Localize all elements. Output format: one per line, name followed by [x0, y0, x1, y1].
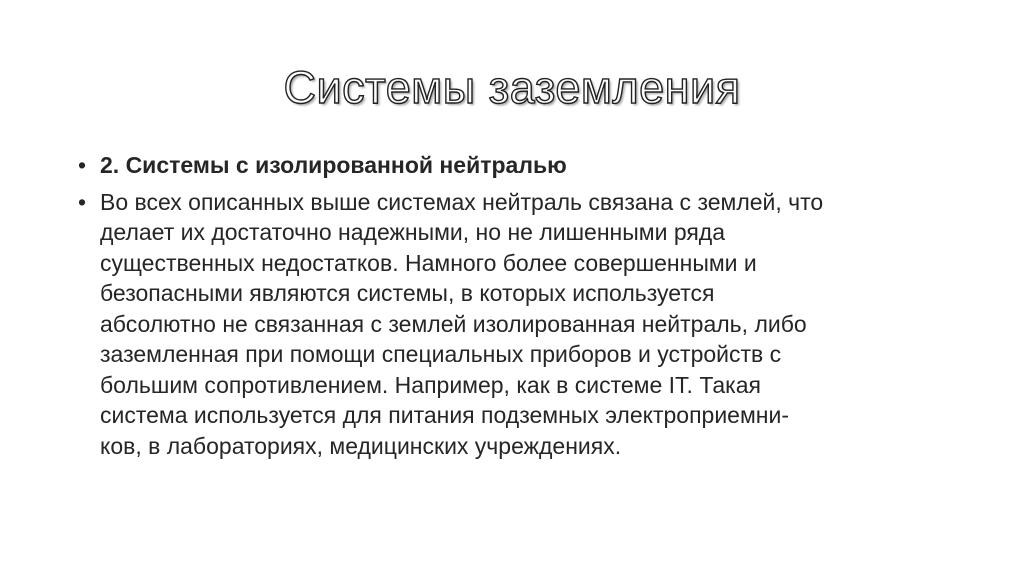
text-line: ков, в лабораториях, медицинских учреждениях. — [100, 432, 622, 459]
text-line: большим сопротивлением. Например, как в системе IT. Такая — [100, 371, 761, 398]
bullet-marker: • — [78, 188, 87, 215]
bullet-body-text — [100, 187, 958, 462]
bullet-heading-text — [100, 150, 958, 181]
text-line: делает их достаточно надежными, но не лишенными ряда — [100, 219, 726, 245]
text-line: существенных недостатков. Намного более совершенными и — [100, 249, 757, 276]
text-line: заземленная при помощи специальных приборов и устройств с — [100, 341, 782, 367]
bullet-marker: • — [78, 152, 87, 178]
bullet-list — [78, 150, 958, 461]
bullet-item-body — [78, 187, 958, 462]
text-line: Во всех описанных выше системах нейтраль связана с землей, что — [100, 188, 824, 215]
text-line: безопасными являются системы, в которых используется — [100, 280, 715, 306]
text-line: абсолютно не связанная с землей изолированная нейтраль, либо — [100, 310, 807, 337]
text-line: система используется для питания подземных электроприемни- — [100, 402, 789, 428]
text-line: 2. Системы с изолированной нейтралью — [100, 152, 567, 178]
slide-title: Системы заземления — [283, 62, 741, 113]
bullet-item-heading — [78, 150, 958, 181]
